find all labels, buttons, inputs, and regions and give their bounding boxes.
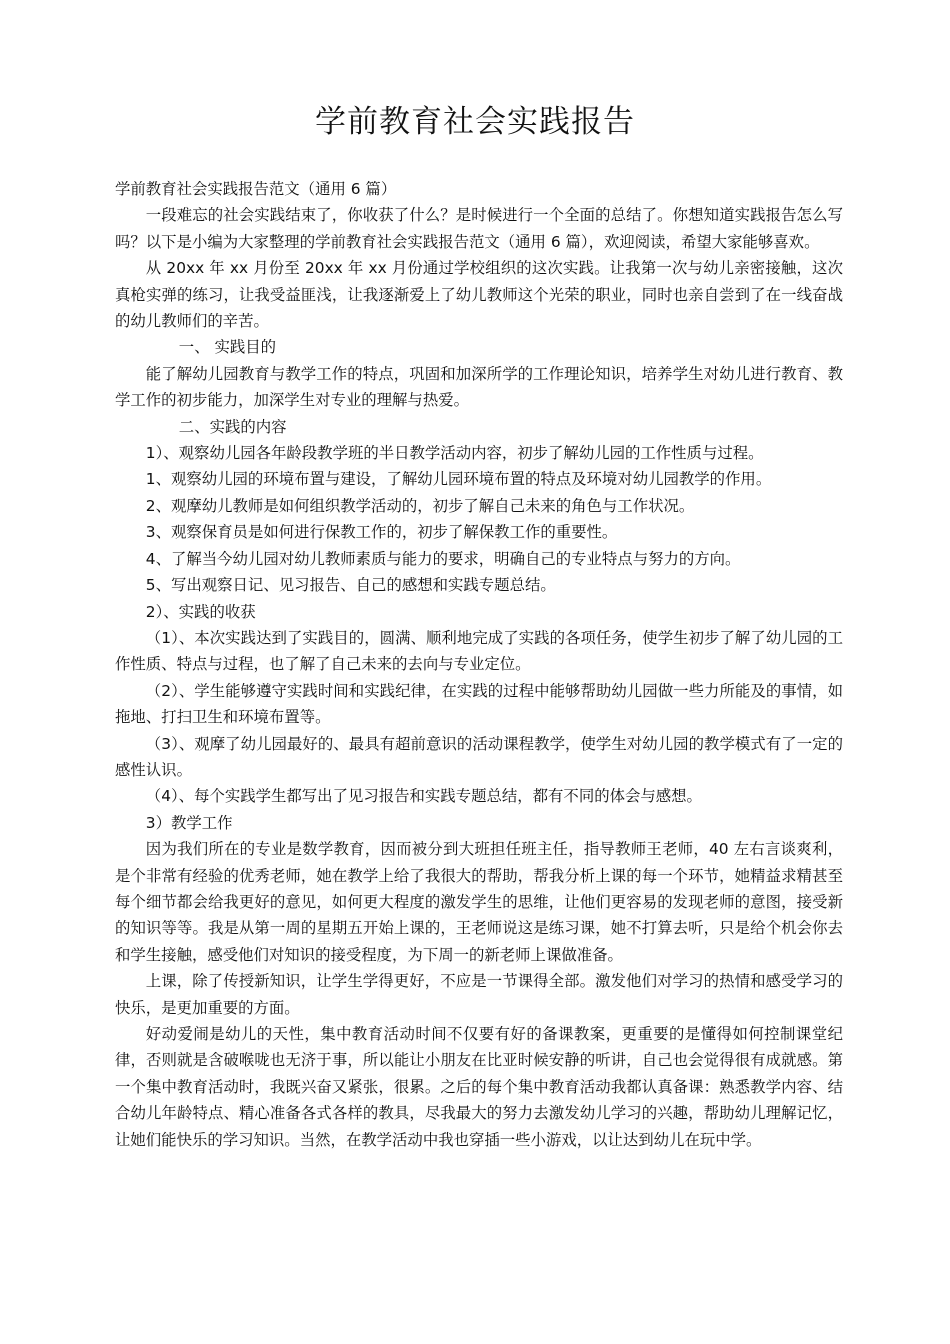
- list-item: （2）、学生能够遵守实践时间和实践纪律，在实践的过程中能够帮助幼儿园做一些力所能及的事情，如拖地、打扫卫生和环境布置等。: [115, 681, 843, 727]
- document-title: 学前教育社会实践报告: [315, 104, 635, 140]
- section-heading-content: 二、实践的内容: [178, 417, 287, 436]
- paragraph-purpose: 能了解幼儿园教育与教学工作的特点，巩固和加深所学的工作理论知识，培养学生对幼儿进行教育、教学工作的初步能力，加深学生对专业的理解与热爱。: [115, 364, 843, 410]
- list-item: 4、了解当今幼儿园对幼儿教师素质与能力的要求，明确自己的专业特点与努力的方向。: [145, 549, 741, 568]
- document-subtitle: 学前教育社会实践报告范文（通用 6 篇）: [115, 180, 397, 198]
- paragraph-intro: 一段难忘的社会实践结束了，你收获了什么？是时候进行一个全面的总结了。你想知道实践报告怎么写吗？以下是小编为大家整理的学前教育社会实践报告范文（通用 6 篇），欢迎阅读，希望大家能够喜欢。: [115, 206, 843, 251]
- list-item: （4）、每个实践学生都写出了见习报告和实践专题总结，都有不同的体会与感想。: [145, 787, 702, 806]
- list-item: 5、写出观察日记、见习报告、自己的感想和实践专题总结。: [145, 576, 556, 595]
- paragraph-activities: 好动爱闹是幼儿的天性，集中教育活动时间不仅要有好的备课教案，更重要的是懂得如何控制课堂纪律，否则就是含破喉咙也无济于事，所以能让小朋友在比亚时候安静的听讲，自己也会觉得很有成就感。第一个集中教育活动时，我既兴奋又紧张，很累。之后的每个集中教育活动我都认真备课：熟悉教学内容、结合幼儿年龄特点、精心准备各式各样的教具，尽我最大的努力去激发幼儿学习的兴趣，帮助幼儿理解记忆，让她们能快乐的学习知识。当然，在教学活动中我也穿插一些小游戏，以让达到幼儿在玩中学。: [115, 1025, 843, 1149]
- list-item: 2、观摩幼儿教师是如何组织教学活动的，初步了解自己未来的角色与工作状况。: [145, 496, 695, 515]
- paragraph-class: 上课，除了传授新知识，让学生学得更好，不应是一节课得全部。激发他们对学习的热情和感受学习的快乐，是更加重要的方面。: [115, 972, 843, 1017]
- list-item: 1）、观察幼儿园各年龄段教学班的半日教学活动内容，初步了解幼儿园的工作性质与过程。: [145, 444, 764, 463]
- paragraph-teaching: 因为我们所在的专业是数学教育，因而被分到大班担任班主任，指导教师王老师，40 左右言谈爽利，是个非常有经验的优秀老师，她在教学上给了我很大的帮助，帮我分析上课的每一个环节，她精益求精甚至每个细节都会给我更好的意见，如何更大程度的激发学生的思维，让他们更容易的发现老师的意图，接受新的知识等等。我是从第一周的星期五开始上课的，王老师说这是练习课，她不打算去听，只是给个机会你去和学生接触，感受他们对知识的接受程度，为下周一的新老师上课做准备。: [115, 840, 843, 964]
- section-heading-gains: 2）、实践的收获: [145, 602, 256, 621]
- section-heading-purpose: 一、 实践目的: [178, 338, 277, 357]
- list-item: （3）、观摩了幼儿园最好的、最具有超前意识的活动课程教学，使学生对幼儿园的教学模式有了一定的感性认识。: [115, 734, 843, 779]
- list-item: （1）、本次实践达到了实践目的，圆满、顺利地完成了实践的各项任务，使学生初步了解了幼儿园的工作性质、特点与过程，也了解了自己未来的去向与专业定位。: [115, 628, 843, 674]
- document-body: [115, 176, 843, 1153]
- list-item: 1、观察幼儿园的环境布置与建设，了解幼儿园环境布置的特点及环境对幼儿园教学的作用。: [145, 470, 772, 489]
- section-heading-teaching: 3）教学工作: [145, 813, 233, 832]
- list-item: 3、观察保育员是如何进行保教工作的，初步了解保教工作的重要性。: [145, 523, 618, 542]
- paragraph-practice-period: 从 20xx 年 xx 月份至 20xx 年 xx 月份通过学校组织的这次实践。让我第一次与幼儿亲密接触，这次真枪实弹的练习，让我受益匪浅，让我逐渐爱上了幼儿教师这个光荣的职业，同时也亲自尝到了在一线奋战的幼儿教师们的辛苦。: [115, 259, 843, 331]
